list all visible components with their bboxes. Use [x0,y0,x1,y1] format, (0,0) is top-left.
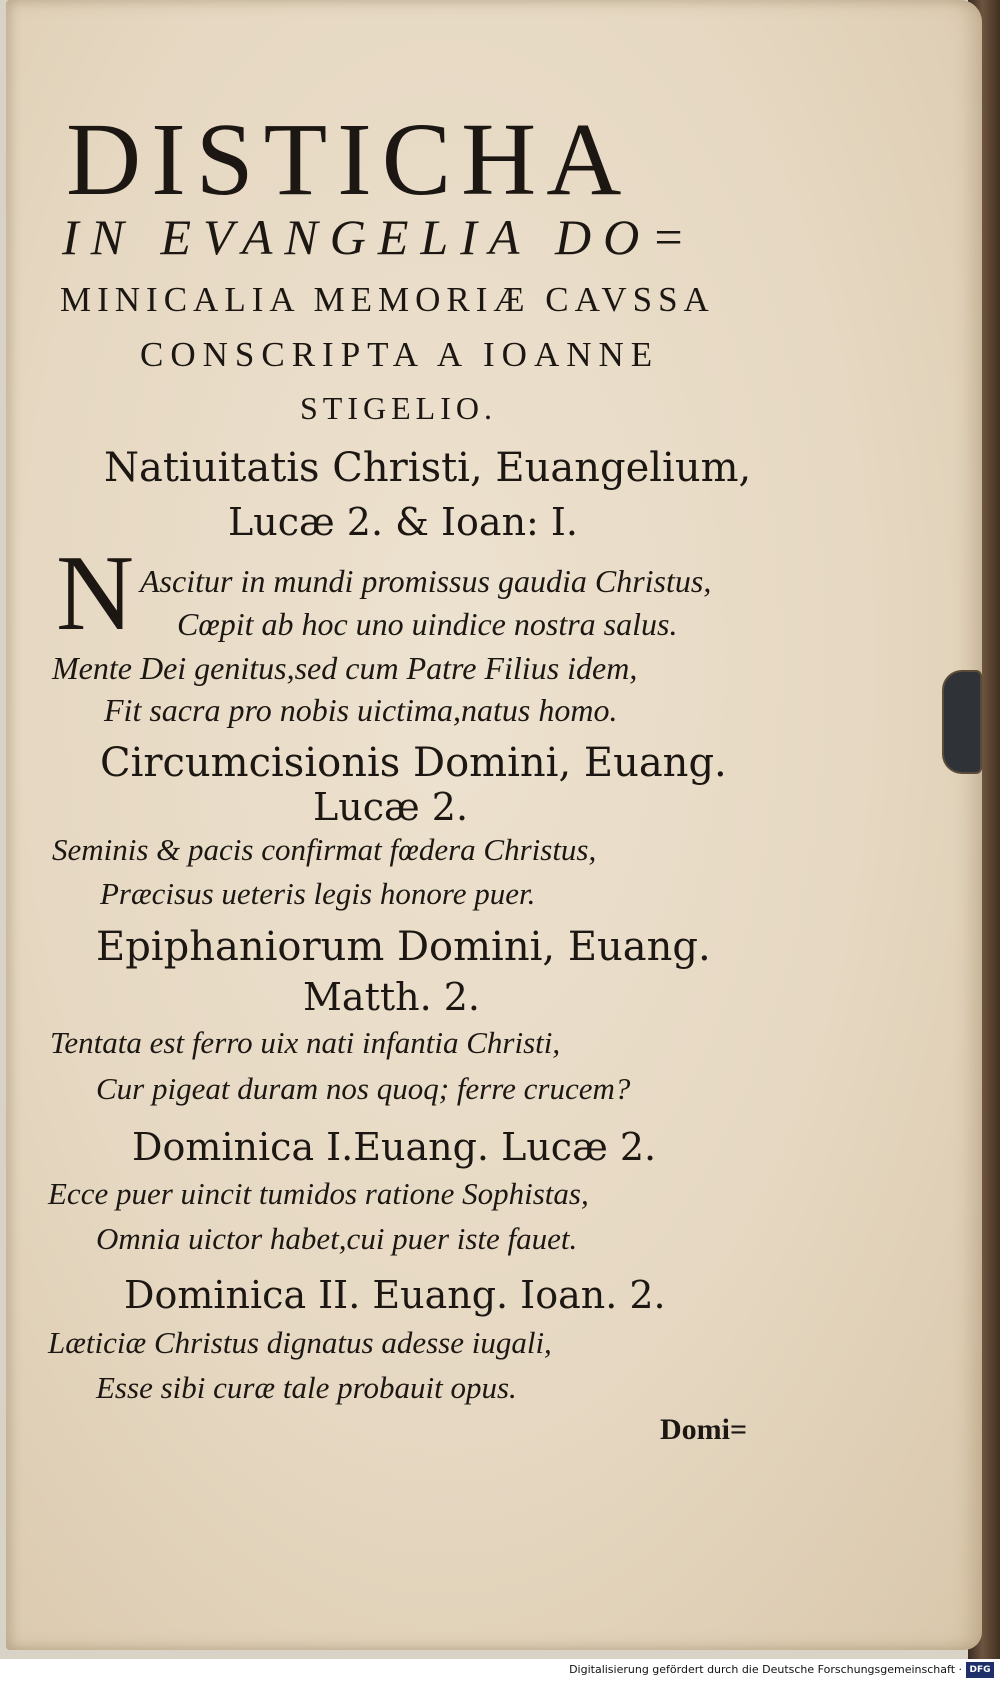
section-heading: Lucæ 2. [313,785,469,829]
verse-line: Seminis & pacis confirmat fœdera Christus, [52,832,597,867]
verse-line: Cœpit ab hoc uno uindice nostra salus. [177,606,678,642]
subtitle-line-3: CONSCRIPTA A IOANNE [140,335,660,374]
section-heading: Circumcisionis Domini, Euang. [100,740,727,786]
section-heading: Dominica I.Euang. Lucæ 2. [132,1125,657,1169]
section-heading: Dominica II. Euang. Ioan. 2. [124,1273,666,1317]
verse-line: Cur pigeat duram nos quoq; ferre crucem? [96,1071,631,1106]
section-heading: Matth. 2. [303,975,480,1019]
footer-bar [0,1659,1000,1684]
verse-line: Mente Dei genitus,sed cum Patre Filius idem, [52,650,638,686]
verse-line: Esse sibi curæ tale probauit opus. [96,1370,517,1405]
bookmark-tab [944,672,980,772]
dfg-logo-icon: DFG [966,1662,994,1678]
page-title: DISTICHA [66,102,632,217]
section-heading: Epiphaniorum Domini, Euang. [96,924,711,970]
section-heading: Lucæ 2. & Ioan: I. [228,500,579,544]
catchword: Domi= [660,1413,748,1446]
verse-line: Ascitur in mundi promissus gaudia Christus, [140,563,712,599]
funding-credit: Digitalisierung gefördert durch die Deutsche Forschungsgemeinschaft · [569,1663,962,1676]
verse-line: Omnia uictor habet,cui puer iste fauet. [96,1221,578,1256]
section-heading: Natiuitatis Christi, Euangelium, [104,445,752,491]
verse-line: Tentata est ferro uix nati infantia Christi, [50,1025,561,1060]
verse-line: Læticiæ Christus dignatus adesse iugali, [48,1325,552,1360]
subtitle-line-4: STIGELIO. [300,390,497,426]
verse-line: Præcisus ueteris legis honore puer. [100,876,536,911]
drop-cap: N [56,534,134,653]
verse-line: Ecce puer uincit tumidos ratione Sophistas, [48,1176,589,1211]
subtitle-line-2: MINICALIA MEMORIÆ CAVSSA [60,280,715,319]
subtitle-line-1: IN EVANGELIA DO= [62,209,697,265]
verse-line: Fit sacra pro nobis uictima,natus homo. [104,692,618,728]
